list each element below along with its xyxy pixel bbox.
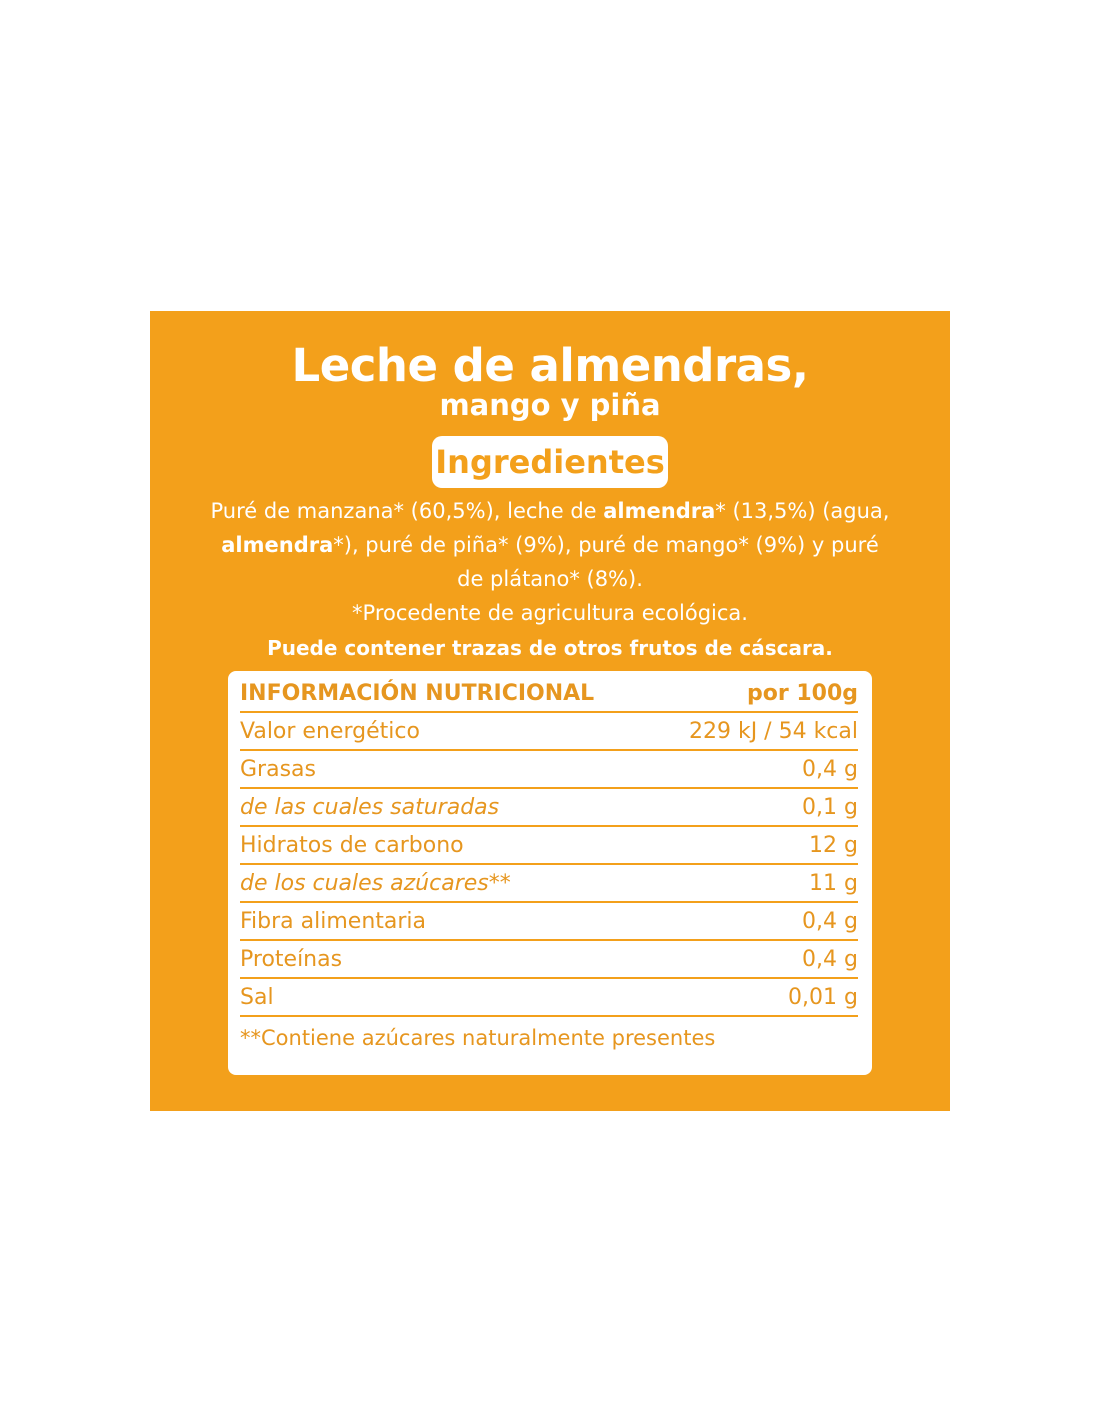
- organic-note: *Procedente de agricultura ecológica.: [352, 601, 748, 625]
- nutrition-header: [240, 675, 858, 713]
- nutrient-label: Hidratos de carbono: [240, 832, 464, 858]
- nutrient-value: 0,4 g: [802, 756, 858, 782]
- table-row: [240, 865, 858, 903]
- nutrient-label: Grasas: [240, 756, 316, 782]
- ingredients-part-3: *), puré de piña* (9%), puré de mango* (9%) y puré de plátano* (8%).: [333, 533, 879, 591]
- ingredients-allergen-2: almendra: [221, 533, 334, 557]
- ingredients-heading: Ingredientes: [432, 436, 668, 488]
- table-row: [240, 941, 858, 979]
- product-title: Leche de almendras,: [291, 339, 809, 392]
- nutrient-value: 12 g: [809, 832, 858, 858]
- nutrient-value: 0,1 g: [802, 794, 858, 820]
- traces-note: Puede contener trazas de otros frutos de cáscara.: [267, 636, 833, 660]
- nutrient-value: 0,01 g: [788, 984, 858, 1010]
- nutrition-header-value: por 100g: [746, 680, 858, 706]
- nutrient-label: Proteínas: [240, 946, 343, 972]
- nutrient-value: 0,4 g: [802, 946, 858, 972]
- table-row: [240, 789, 858, 827]
- product-subtitle: mango y piña: [439, 388, 661, 422]
- nutrient-label: Valor energético: [240, 718, 420, 744]
- table-row: [240, 751, 858, 789]
- nutrient-value: 11 g: [809, 870, 858, 896]
- product-panel: [150, 311, 950, 1111]
- nutrient-value: 0,4 g: [802, 908, 858, 934]
- table-row: [240, 903, 858, 941]
- nutrition-header-label: INFORMACIÓN NUTRICIONAL: [240, 680, 595, 706]
- nutrition-table: [228, 671, 872, 1075]
- ingredients-text: [210, 494, 890, 596]
- sugar-footnote: **Contiene azúcares naturalmente presentes: [240, 1026, 716, 1050]
- ingredients-allergen-1: almendra: [603, 499, 716, 523]
- table-row: [240, 713, 858, 751]
- nutrient-label: Sal: [240, 984, 274, 1010]
- nutrient-label: de las cuales saturadas: [240, 794, 500, 820]
- nutrient-label: Fibra alimentaria: [240, 908, 427, 934]
- ingredients-part-2: * (13,5%) (agua,: [715, 499, 890, 523]
- table-row: [240, 827, 858, 865]
- nutrient-label: de los cuales azúcares**: [240, 870, 511, 896]
- ingredients-part-1: Puré de manzana* (60,5%), leche de: [210, 499, 604, 523]
- table-row: [240, 979, 858, 1017]
- nutrient-value: 229 kJ / 54 kcal: [688, 718, 858, 744]
